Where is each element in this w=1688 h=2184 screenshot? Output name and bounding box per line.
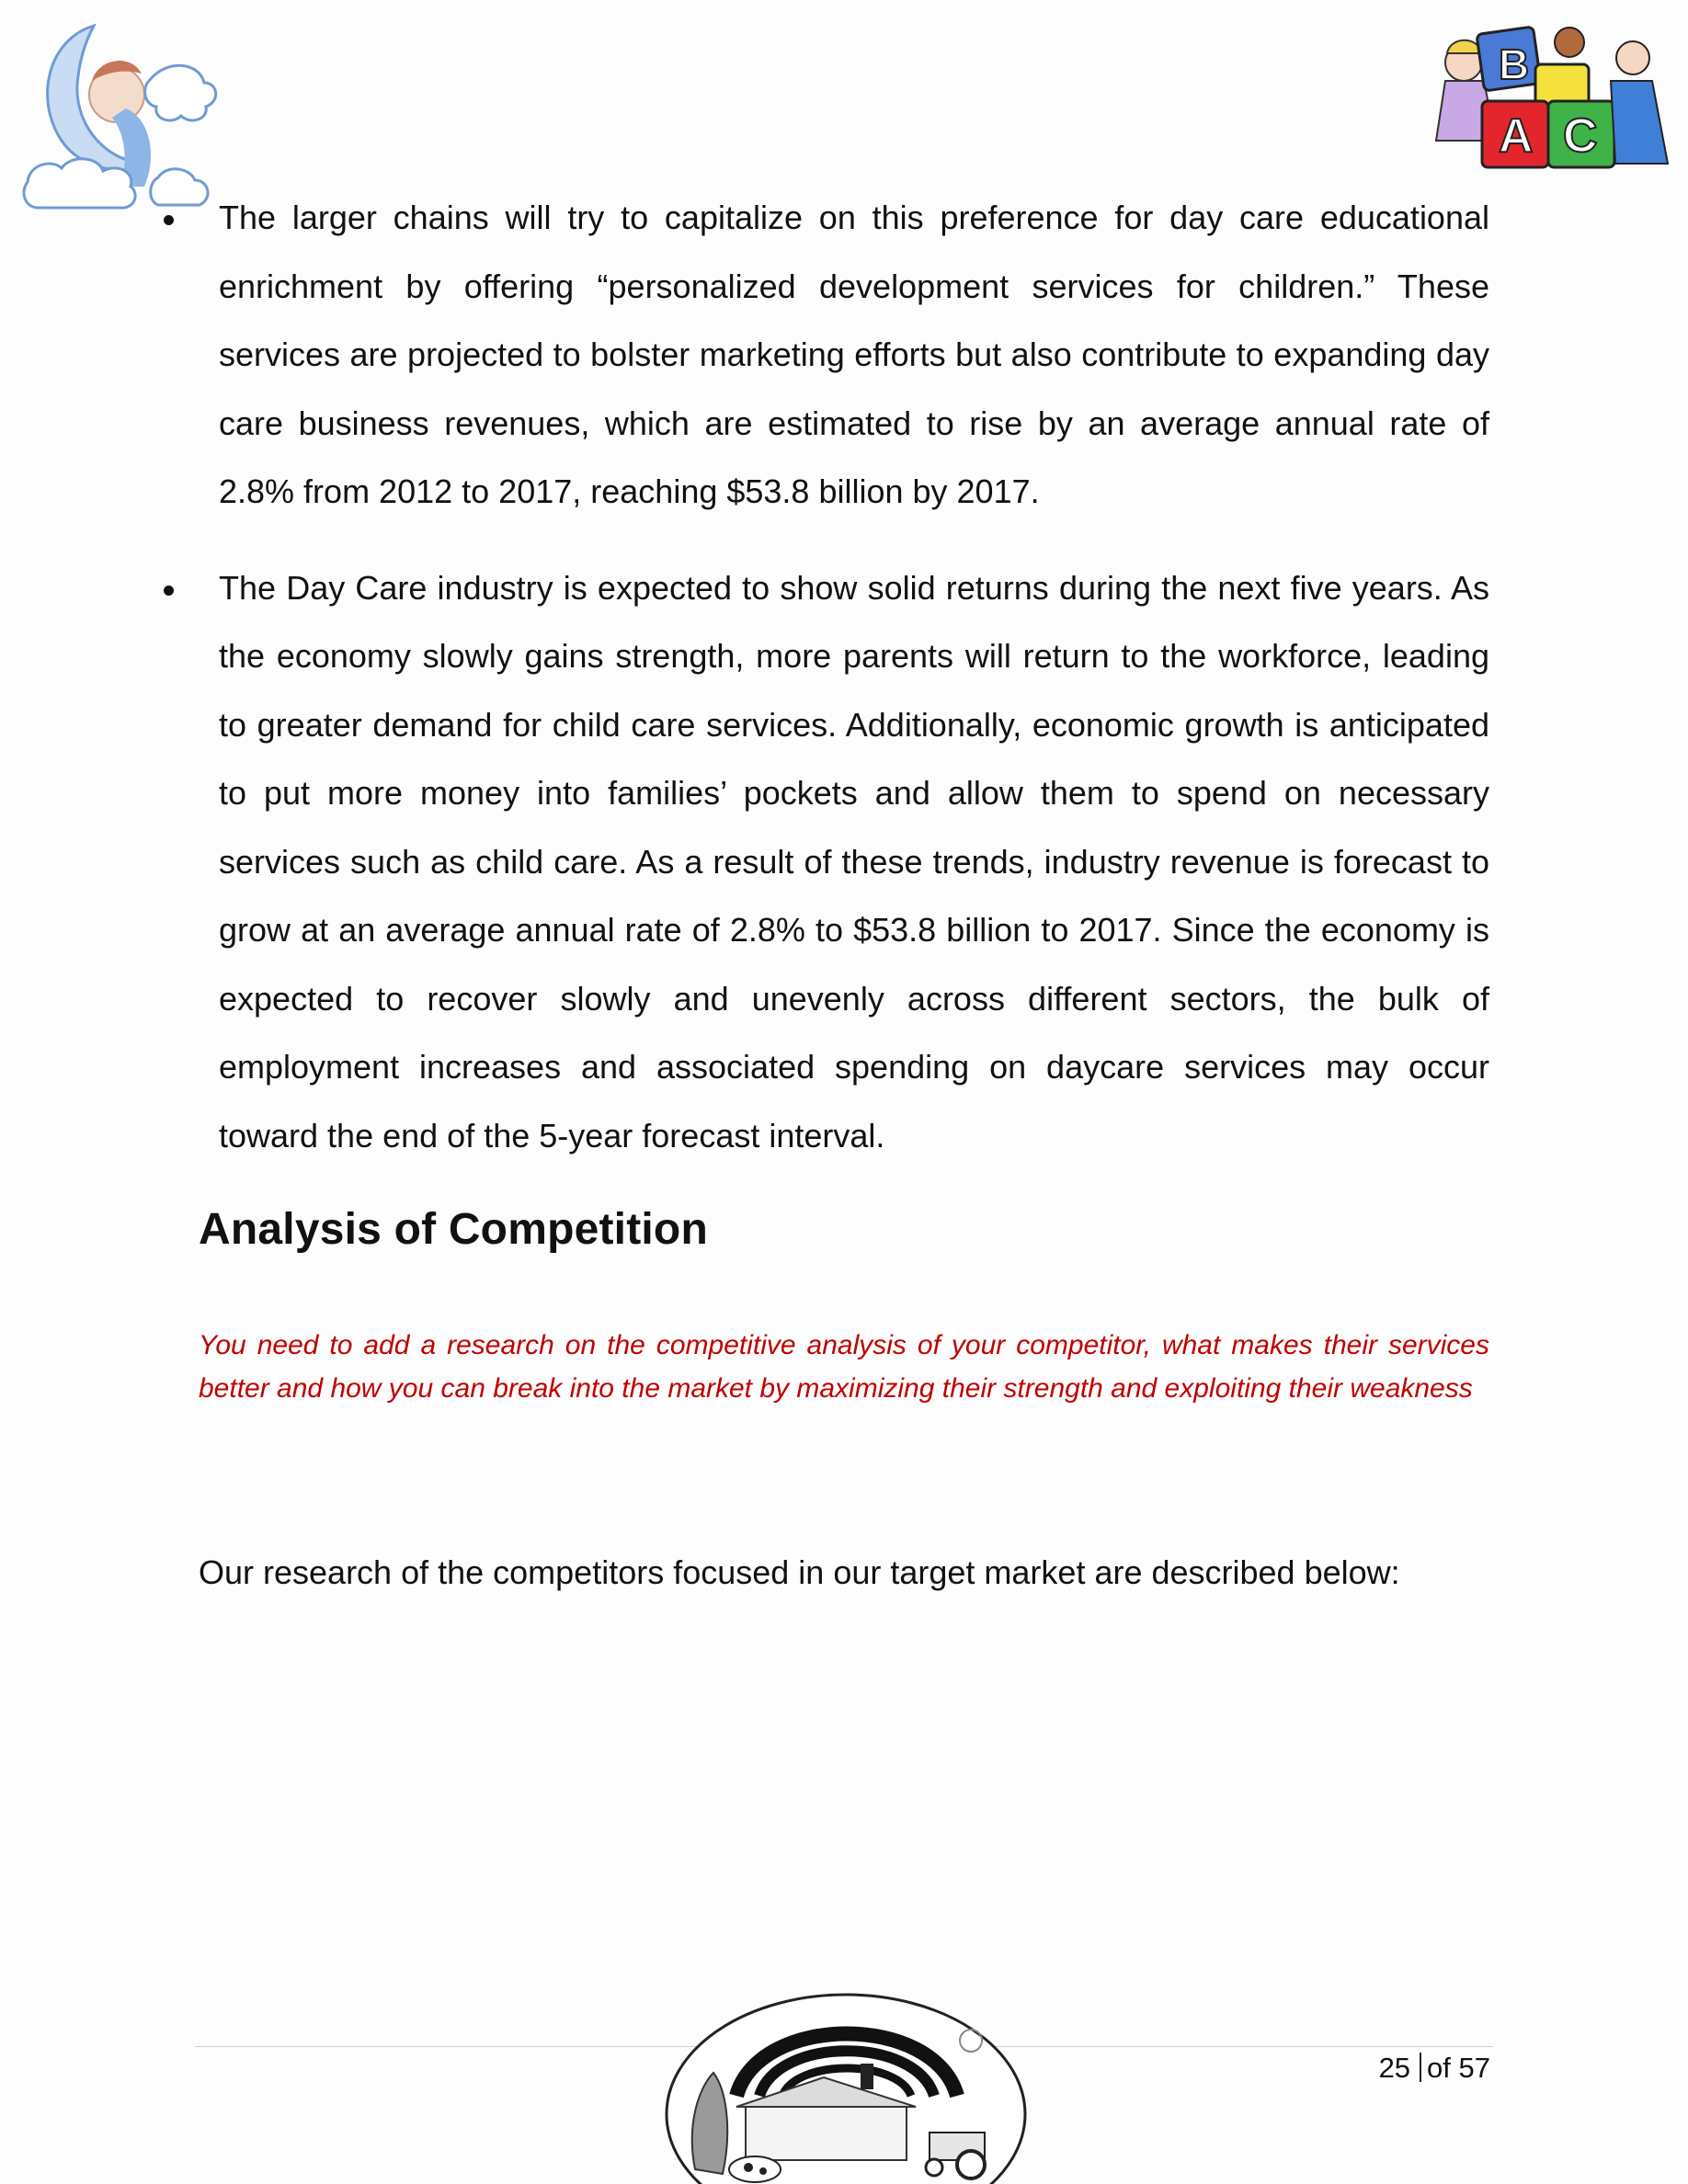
- bullet-dot-icon: [164, 586, 174, 596]
- page-total: of 57: [1427, 2052, 1490, 2084]
- bullet-dot-icon: [164, 215, 174, 225]
- logo-block-a: A: [1499, 109, 1534, 163]
- bullet-item: [156, 184, 1489, 527]
- intro-paragraph: Our research of the competitors focused in our target market are described below:: [199, 1553, 1400, 1591]
- page-current: 25: [1378, 2052, 1411, 2084]
- logo-block-b: B: [1499, 40, 1530, 88]
- bullet-list: [156, 184, 1489, 1198]
- farm-emblem-logo: [658, 1985, 1033, 2184]
- page-separator: [1420, 2053, 1421, 2082]
- bullet-text: The Day Care industry is expected to show solid returns during the next five years. As the economy slowly gains strength, more parents will return to the workforce, leading to greater demand for child care services. Additionally, economic growth is anticipated to put more money into families’ pockets and allow them to spend on necessary services such as child care. As a result of these trends, industry revenue is forecast to grow at an average annual rate of 2.8% to $53.8 billion to 2017. Since the economy is expected to recover slowly and unevenly across different sectors, the bulk of employment increases and associated spending on daycare services may occur toward the end of the 5-year forecast interval.: [219, 568, 1489, 1155]
- abc-blocks-kids-logo: [1427, 26, 1681, 182]
- page-number: [1379, 2050, 1490, 2087]
- bullet-text: The larger chains will try to capitalize on this preference for day care educational enrichment by offering “personalized development services for children.” These services are projected to bolster marketing efforts but also contribute to expanding day care business revenues, which are estimated to rise by an average annual rate of 2.8% from 2012 to 2017, reaching $53.8 billion by 2017.: [219, 199, 1489, 510]
- logo-block-c: C: [1563, 109, 1598, 163]
- bullet-item: [156, 554, 1489, 1171]
- instruction-note: You need to add a research on the competitive analysis of your competitor, what makes their services better and how you can break into the market by maximizing their strength and exploiting their weakness: [199, 1330, 1489, 1404]
- section-heading: Analysis of Competition: [199, 1205, 708, 1254]
